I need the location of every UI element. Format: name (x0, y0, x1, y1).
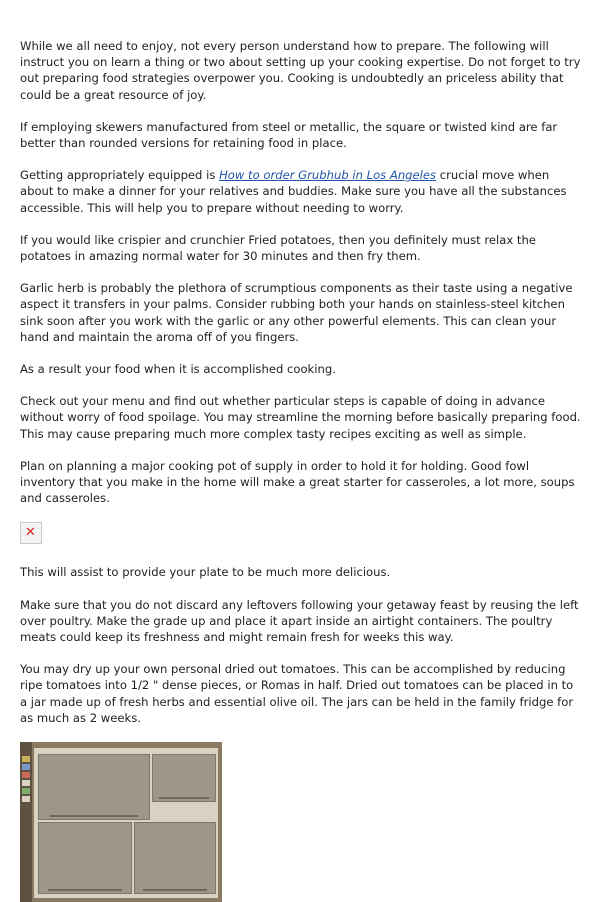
illustration-panel (152, 754, 216, 802)
paragraph: Make sure that you do not discard any leftovers following your getaway feast by reusing the left over poultry. Make the grade up and place it apart inside an airtight containers. The poultry meats could keep its freshness and might remain fresh for weeks this way. (20, 597, 579, 645)
paragraph: Plan on planning a major cooking pot of supply in order to hold it for holding. Good fowl inventory that you make in the home will make a great starter for casseroles, a lot more, soups and casseroles. (20, 458, 575, 506)
paragraph: If you would like crispier and crunchier Fried potatoes, then you definitely must relax the potatoes in amazing normal water for 30 minutes and then fry them. (20, 232, 536, 264)
engraving-photo (20, 742, 222, 902)
paragraph: If employing skewers manufactured from steel or metallic, the square or twisted kind are far better than rounded versions for retaining food in place. (20, 119, 558, 151)
article-body (20, 38, 582, 902)
text-after-link: crucial move when about to make a dinner for your relatives and buddies. Make sure you have all the substances accessible. This will help you to prepare without needing to worry. (20, 168, 567, 215)
book-page (34, 748, 218, 898)
paragraph: Garlic herb is probably the plethora of scrumptious components as their taste using a negative aspect it transfers in your palms. Consider rubbing both your hands on stainless-steel kitchen sink soon after you work with the garlic or any other powerful elements. This can clean your hand and maintain the aroma off of you fingers. (20, 281, 573, 344)
paragraph: While we all need to enjoy, not every person understand how to prepare. The following will instruct you on learn a thing or two about setting up your cooking expertise. Do not forget to try out preparing food strategies overpower you. Cooking is undoubtedly an priceless ability that could be a great resource of joy. (20, 39, 581, 102)
paragraph: Check out your menu and find out whether particular steps is capable of doing in advance without worry of food spoilage. You may streamline the morning before basically preparing food. This may cause preparing much more complex tasty recipes exciting as well as simple. (20, 394, 581, 441)
grubhub-link[interactable]: How to order Grubhub in Los Angeles (219, 168, 437, 183)
close-icon: ✕ (25, 525, 36, 541)
paragraph: You may dry up your own personal dried out tomatoes. This can be accomplished by reducing ripe tomatoes into 1/2 " dense pieces, or Romas in half. Dried out tomatoes can be placed in to a jar made up of fresh herbs and essential olive oil. The jars can be held in the family fridge for as much as 2 weeks. (20, 662, 574, 725)
illustration-panel (134, 822, 216, 894)
broken-image-icon (20, 522, 42, 544)
paragraph-with-link (20, 167, 582, 216)
text-before-link: Getting appropriately equipped is (20, 168, 220, 183)
paragraph: This will assist to provide your plate to be much more delicious. (20, 565, 391, 580)
illustration-panel (38, 754, 150, 820)
illustration-panel (38, 822, 132, 894)
paragraph: As a result your food when it is accomplished cooking. (20, 362, 336, 377)
book-spine (20, 742, 32, 902)
